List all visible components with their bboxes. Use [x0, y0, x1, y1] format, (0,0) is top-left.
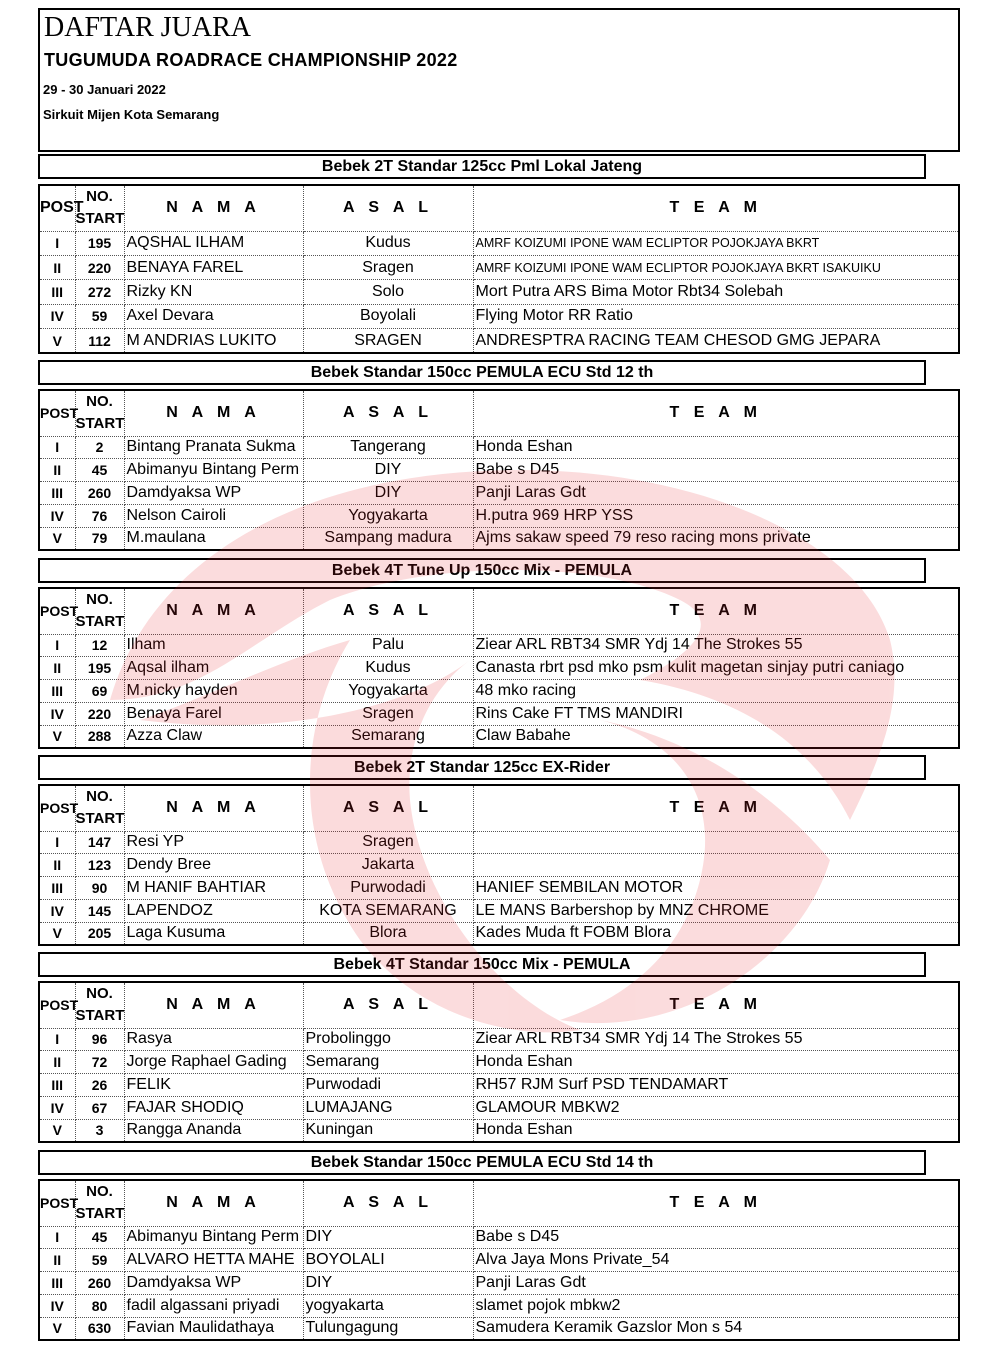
position: V — [39, 329, 75, 353]
position: III — [39, 1074, 75, 1097]
table-row — [39, 725, 959, 748]
rider-name: FELIK — [124, 1074, 303, 1097]
header-no: NO. — [86, 788, 113, 806]
position: II — [39, 657, 75, 680]
rider-team: RH57 RJM Surf PSD TENDAMART — [473, 1074, 959, 1097]
header-pos: POST — [39, 588, 75, 634]
rider-team: Ajms sakaw speed 79 reso racing mons private — [473, 527, 959, 550]
event-date: 29 - 30 Januari 2022 — [43, 82, 166, 97]
rider-team: Panji Laras Gdt — [473, 482, 959, 505]
rider-team: Babe s D45 — [473, 459, 959, 482]
rider-origin: Semarang — [303, 1051, 473, 1074]
rider-team: ANDRESPTRA RACING TEAM CHESOD GMG JEPARA — [473, 329, 959, 353]
table-header-row — [39, 185, 959, 231]
table-row — [39, 702, 959, 725]
header-team: T E A M — [473, 785, 959, 831]
position: III — [39, 482, 75, 505]
rider-team: Alva Jaya Mons Private_54 — [473, 1249, 959, 1272]
header-no: NO. — [86, 591, 113, 609]
rider-team: GLAMOUR MBKW2 — [473, 1096, 959, 1119]
rider-origin: Solo — [303, 280, 473, 304]
rider-origin: SRAGEN — [303, 329, 473, 353]
header-asal: A S A L — [303, 390, 473, 436]
table-row — [39, 1096, 959, 1119]
table-header-row — [39, 1180, 959, 1226]
rider-origin: Sragen — [303, 831, 473, 854]
results-table — [38, 389, 960, 551]
header-no-start — [75, 785, 124, 831]
header-pos: POST — [39, 1180, 75, 1226]
start-number: 67 — [75, 1096, 124, 1119]
rider-name: Rizky KN — [124, 280, 303, 304]
position: IV — [39, 1294, 75, 1317]
header-nama: N A M A — [124, 390, 303, 436]
position: II — [39, 854, 75, 877]
start-number: 220 — [75, 255, 124, 279]
header-pos: POST — [39, 785, 75, 831]
start-number: 96 — [75, 1028, 124, 1051]
rider-origin: Tulungagung — [303, 1317, 473, 1340]
category-title: Bebek 2T Standar 125cc EX-Rider — [38, 755, 926, 780]
position: III — [39, 877, 75, 900]
results-table — [38, 184, 960, 354]
position: III — [39, 1272, 75, 1295]
header-asal: A S A L — [303, 588, 473, 634]
start-number: 220 — [75, 702, 124, 725]
position: IV — [39, 1096, 75, 1119]
header-asal: A S A L — [303, 982, 473, 1028]
position: V — [39, 527, 75, 550]
rider-origin: Purwodadi — [303, 877, 473, 900]
rider-team: Panji Laras Gdt — [473, 1272, 959, 1295]
rider-team: AMRF KOIZUMI IPONE WAM ECLIPTOR POJOKJAYA BKRT — [473, 231, 959, 255]
start-number: 145 — [75, 899, 124, 922]
table-header-row — [39, 982, 959, 1028]
header-team: T E A M — [473, 185, 959, 231]
start-number: 260 — [75, 1272, 124, 1295]
position: II — [39, 459, 75, 482]
header-pos: POST — [39, 982, 75, 1028]
rider-team: Honda Eshan — [473, 1051, 959, 1074]
rider-team: Rins Cake FT TMS MANDIRI — [473, 702, 959, 725]
rider-name: Jorge Raphael Gading — [124, 1051, 303, 1074]
rider-name: Rangga Ananda — [124, 1119, 303, 1142]
rider-team: Honda Eshan — [473, 1119, 959, 1142]
start-number: 2 — [75, 436, 124, 459]
rider-origin: Sragen — [303, 702, 473, 725]
rider-team: Ziear ARL RBT34 SMR Ydj 14 The Strokes 55 — [473, 1028, 959, 1051]
table-header-row — [39, 390, 959, 436]
start-number: 288 — [75, 725, 124, 748]
position: I — [39, 1226, 75, 1249]
rider-name: Abimanyu Bintang Perm — [124, 459, 303, 482]
header-nama: N A M A — [124, 1180, 303, 1226]
position: IV — [39, 702, 75, 725]
rider-name: LAPENDOZ — [124, 899, 303, 922]
rider-team: H.putra 969 HRP YSS — [473, 504, 959, 527]
rider-team: Honda Eshan — [473, 436, 959, 459]
rider-team — [473, 854, 959, 877]
start-number: 26 — [75, 1074, 124, 1097]
rider-origin: DIY — [303, 1272, 473, 1295]
table-row — [39, 657, 959, 680]
header-no: NO. — [86, 188, 113, 206]
header-asal: A S A L — [303, 1180, 473, 1226]
rider-origin: Kudus — [303, 231, 473, 255]
header-no: NO. — [86, 985, 113, 1003]
table-row — [39, 634, 959, 657]
rider-origin: DIY — [303, 459, 473, 482]
rider-origin: KOTA SEMARANG — [303, 899, 473, 922]
rider-name: Damdyaksa WP — [124, 482, 303, 505]
rider-team: HANIEF SEMBILAN MOTOR — [473, 877, 959, 900]
rider-origin: Purwodadi — [303, 1074, 473, 1097]
rider-origin: LUMAJANG — [303, 1096, 473, 1119]
document-title: DAFTAR JUARA — [44, 12, 252, 43]
rider-origin: DIY — [303, 482, 473, 505]
rider-name: M.maulana — [124, 527, 303, 550]
start-number: 195 — [75, 231, 124, 255]
position: V — [39, 1119, 75, 1142]
rider-origin: BOYOLALI — [303, 1249, 473, 1272]
position: I — [39, 1028, 75, 1051]
rider-origin: Kudus — [303, 657, 473, 680]
table-row — [39, 922, 959, 945]
rider-name: Laga Kusuma — [124, 922, 303, 945]
header-no-start — [75, 390, 124, 436]
rider-origin: Kuningan — [303, 1119, 473, 1142]
position: III — [39, 680, 75, 703]
header-no-start — [75, 1180, 124, 1226]
header-no: NO. — [86, 1183, 113, 1201]
position: IV — [39, 304, 75, 328]
header-pos: POST — [39, 390, 75, 436]
header-nama: N A M A — [124, 588, 303, 634]
category-title: Bebek Standar 150cc PEMULA ECU Std 14 th — [38, 1150, 926, 1175]
header-nama: N A M A — [124, 982, 303, 1028]
position: V — [39, 922, 75, 945]
header-no-start — [75, 982, 124, 1028]
rider-origin: Sragen — [303, 255, 473, 279]
table-row — [39, 527, 959, 550]
rider-name: Abimanyu Bintang Perm — [124, 1226, 303, 1249]
table-row — [39, 482, 959, 505]
header-pos: POST — [39, 185, 75, 231]
rider-name: Benaya Farel — [124, 702, 303, 725]
rider-origin: DIY — [303, 1226, 473, 1249]
table-row — [39, 854, 959, 877]
rider-name: AQSHAL ILHAM — [124, 231, 303, 255]
category-title: Bebek 4T Standar 150cc Mix - PEMULA — [38, 952, 926, 977]
results-table — [38, 981, 960, 1143]
rider-origin: yogyakarta — [303, 1294, 473, 1317]
rider-name: Axel Devara — [124, 304, 303, 328]
table-row — [39, 304, 959, 328]
rider-name: Favian Maulidathaya — [124, 1317, 303, 1340]
start-number: 12 — [75, 634, 124, 657]
header-start: START — [75, 810, 125, 828]
position: I — [39, 231, 75, 255]
start-number: 80 — [75, 1294, 124, 1317]
header-start: START — [75, 613, 125, 631]
table-row — [39, 459, 959, 482]
position: V — [39, 1317, 75, 1340]
results-table — [38, 587, 960, 749]
rider-origin: Blora — [303, 922, 473, 945]
table-row — [39, 899, 959, 922]
rider-name: FAJAR SHODIQ — [124, 1096, 303, 1119]
start-number: 205 — [75, 922, 124, 945]
rider-origin: Tangerang — [303, 436, 473, 459]
rider-origin: Sampang madura — [303, 527, 473, 550]
start-number: 195 — [75, 657, 124, 680]
table-row — [39, 504, 959, 527]
table-row — [39, 1226, 959, 1249]
rider-name: Rasya — [124, 1028, 303, 1051]
results-table — [38, 1179, 960, 1341]
position: III — [39, 280, 75, 304]
start-number: 69 — [75, 680, 124, 703]
category-title: Bebek 4T Tune Up 150cc Mix - PEMULA — [38, 558, 926, 583]
table-row — [39, 255, 959, 279]
header-team: T E A M — [473, 1180, 959, 1226]
table-row — [39, 280, 959, 304]
category-title: Bebek Standar 150cc PEMULA ECU Std 12 th — [38, 360, 926, 385]
table-row — [39, 680, 959, 703]
rider-name: BENAYA FAREL — [124, 255, 303, 279]
table-row — [39, 1119, 959, 1142]
table-row — [39, 1272, 959, 1295]
table-row — [39, 831, 959, 854]
header-no-start — [75, 185, 124, 231]
table-row — [39, 1317, 959, 1340]
rider-name: M ANDRIAS LUKITO — [124, 329, 303, 353]
start-number: 45 — [75, 459, 124, 482]
rider-name: M HANIF BAHTIAR — [124, 877, 303, 900]
rider-origin: Boyolali — [303, 304, 473, 328]
results-table — [38, 784, 960, 946]
rider-origin: Jakarta — [303, 854, 473, 877]
rider-name: Aqsal ilham — [124, 657, 303, 680]
table-header-row — [39, 785, 959, 831]
start-number: 79 — [75, 527, 124, 550]
table-row — [39, 1028, 959, 1051]
rider-team: Canasta rbrt psd mko psm kulit magetan sinjay putri caniago — [473, 657, 959, 680]
rider-team: Kades Muda ft FOBM Blora — [473, 922, 959, 945]
start-number: 123 — [75, 854, 124, 877]
rider-name: Resi YP — [124, 831, 303, 854]
rider-name: Bintang Pranata Sukma — [124, 436, 303, 459]
header-start: START — [75, 415, 125, 433]
position: IV — [39, 504, 75, 527]
header-asal: A S A L — [303, 185, 473, 231]
table-row — [39, 1051, 959, 1074]
rider-origin: Semarang — [303, 725, 473, 748]
position: I — [39, 634, 75, 657]
rider-team: Babe s D45 — [473, 1226, 959, 1249]
position: II — [39, 1051, 75, 1074]
rider-name: M.nicky hayden — [124, 680, 303, 703]
header-start: START — [75, 210, 125, 228]
start-number: 45 — [75, 1226, 124, 1249]
start-number: 147 — [75, 831, 124, 854]
rider-name: Nelson Cairoli — [124, 504, 303, 527]
table-row — [39, 1294, 959, 1317]
position: II — [39, 255, 75, 279]
header-start: START — [75, 1007, 125, 1025]
start-number: 260 — [75, 482, 124, 505]
position: V — [39, 725, 75, 748]
rider-team: Mort Putra ARS Bima Motor Rbt34 Solebah — [473, 280, 959, 304]
header-asal: A S A L — [303, 785, 473, 831]
table-row — [39, 1249, 959, 1272]
rider-team: LE MANS Barbershop by MNZ CHROME — [473, 899, 959, 922]
rider-team — [473, 831, 959, 854]
table-row — [39, 329, 959, 353]
rider-origin: Palu — [303, 634, 473, 657]
header-nama: N A M A — [124, 185, 303, 231]
rider-name: Damdyaksa WP — [124, 1272, 303, 1295]
header-nama: N A M A — [124, 785, 303, 831]
rider-name: ALVARO HETTA MAHE — [124, 1249, 303, 1272]
start-number: 3 — [75, 1119, 124, 1142]
table-row — [39, 877, 959, 900]
start-number: 59 — [75, 1249, 124, 1272]
start-number: 59 — [75, 304, 124, 328]
rider-name: Dendy Bree — [124, 854, 303, 877]
start-number: 630 — [75, 1317, 124, 1340]
header-start: START — [75, 1205, 125, 1223]
rider-team: AMRF KOIZUMI IPONE WAM ECLIPTOR POJOKJAYA BKRT ISAKUIKU — [473, 255, 959, 279]
header-no: NO. — [86, 393, 113, 411]
event-name: TUGUMUDA ROADRACE CHAMPIONSHIP 2022 — [44, 50, 458, 70]
rider-name: Azza Claw — [124, 725, 303, 748]
table-row — [39, 231, 959, 255]
rider-team: Samudera Keramik Gazslor Mon s 54 — [473, 1317, 959, 1340]
rider-team: slamet pojok mbkw2 — [473, 1294, 959, 1317]
position: IV — [39, 899, 75, 922]
start-number: 112 — [75, 329, 124, 353]
header-team: T E A M — [473, 982, 959, 1028]
start-number: 272 — [75, 280, 124, 304]
table-row — [39, 436, 959, 459]
start-number: 90 — [75, 877, 124, 900]
event-venue: Sirkuit Mijen Kota Semarang — [43, 107, 220, 122]
table-row — [39, 1074, 959, 1097]
header-team: T E A M — [473, 390, 959, 436]
position: I — [39, 831, 75, 854]
start-number: 72 — [75, 1051, 124, 1074]
rider-origin: Yogyakarta — [303, 680, 473, 703]
document-header — [38, 8, 960, 152]
rider-team: Flying Motor RR Ratio — [473, 304, 959, 328]
header-team: T E A M — [473, 588, 959, 634]
category-title: Bebek 2T Standar 125cc Pml Lokal Jateng — [38, 154, 926, 179]
start-number: 76 — [75, 504, 124, 527]
table-header-row — [39, 588, 959, 634]
position: I — [39, 436, 75, 459]
rider-team: Claw Babahe — [473, 725, 959, 748]
rider-team: Ziear ARL RBT34 SMR Ydj 14 The Strokes 55 — [473, 634, 959, 657]
header-no-start — [75, 588, 124, 634]
rider-team: 48 mko racing — [473, 680, 959, 703]
rider-origin: Probolinggo — [303, 1028, 473, 1051]
rider-name: fadil algassani priyadi — [124, 1294, 303, 1317]
position: II — [39, 1249, 75, 1272]
rider-origin: Yogyakarta — [303, 504, 473, 527]
rider-name: Ilham — [124, 634, 303, 657]
